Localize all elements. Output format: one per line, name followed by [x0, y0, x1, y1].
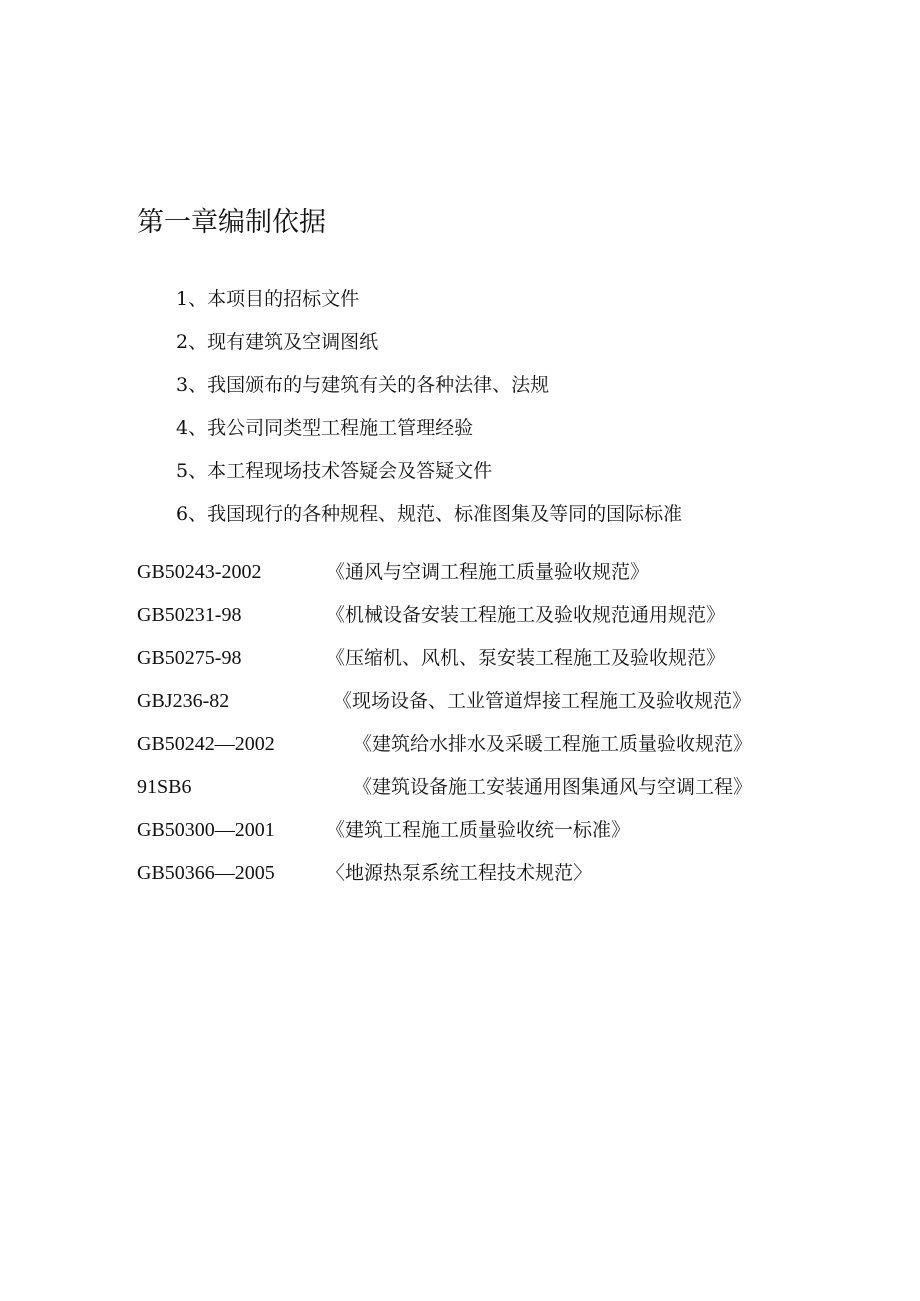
standard-code: GB50242—2002	[137, 733, 275, 755]
standard-name: 《建筑工程施工质量验收统一标准》	[326, 819, 631, 841]
standards-list	[137, 556, 777, 900]
basis-item: 1、本项目的招标文件	[176, 288, 360, 310]
basis-item: 3、我国颁布的与建筑有关的各种法律、法规	[176, 374, 550, 396]
standard-code: GB50275-98	[137, 647, 242, 669]
standard-row	[137, 642, 777, 685]
standard-name: 《建筑给水排水及采暖工程施工质量验收规范》	[353, 733, 753, 755]
standard-code: GB50300—2001	[137, 819, 275, 841]
standard-code: 91SB6	[137, 776, 192, 798]
basis-item: 5、本工程现场技术答疑会及答疑文件	[176, 460, 493, 482]
standard-row	[137, 771, 777, 814]
standard-name: 《机械设备安装工程施工及验收规范通用规范》	[326, 604, 726, 626]
standard-code: GB50243-2002	[137, 561, 262, 583]
basis-item: 4、我公司同类型工程施工管理经验	[176, 417, 474, 439]
chapter-title: 第一章编制依据	[137, 207, 326, 238]
standard-name: 《压缩机、风机、泵安装工程施工及验收规范》	[326, 647, 726, 669]
standard-row	[137, 685, 777, 728]
standard-code: GBJ236-82	[137, 690, 230, 712]
standard-row	[137, 556, 777, 599]
basis-item: 2、现有建筑及空调图纸	[176, 331, 379, 353]
standard-code: GB50366—2005	[137, 862, 275, 884]
standard-row	[137, 728, 777, 771]
standard-name: 〈地源热泵系统工程技术规范〉	[326, 862, 593, 884]
basis-item: 6、我国现行的各种规程、规范、标准图集及等同的国际标准	[176, 503, 683, 525]
basis-list	[176, 283, 682, 541]
standard-row	[137, 814, 777, 857]
standard-name: 《通风与空调工程施工质量验收规范》	[326, 561, 650, 583]
standard-row	[137, 857, 777, 900]
standard-name: 《现场设备、工业管道焊接工程施工及验收规范》	[333, 690, 752, 712]
standard-code: GB50231-98	[137, 604, 242, 626]
standard-row	[137, 599, 777, 642]
standard-name: 《建筑设备施工安装通用图集通风与空调工程》	[353, 776, 753, 798]
